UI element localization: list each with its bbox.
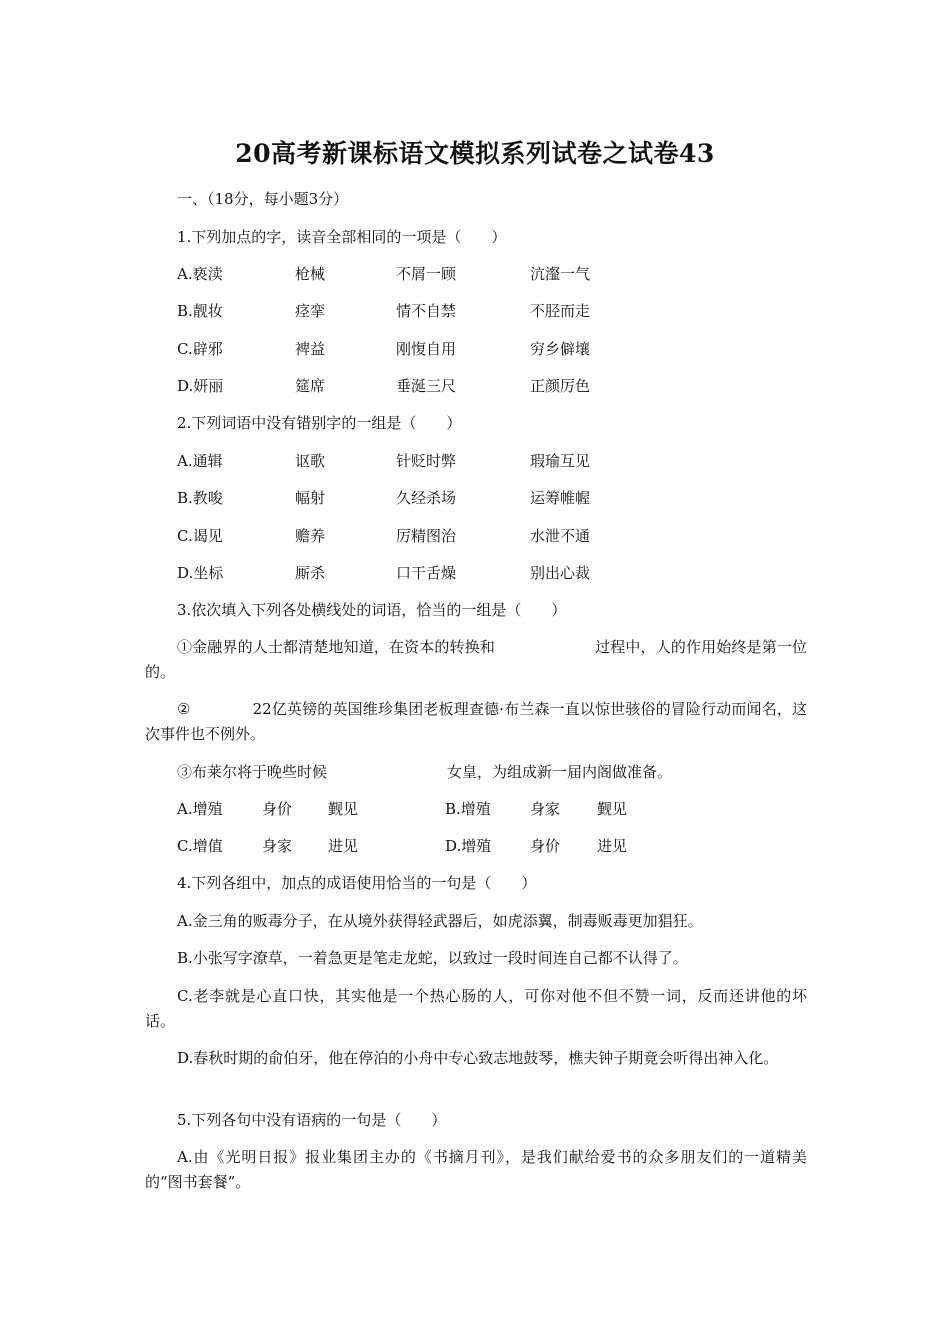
sentence-text: ③布莱尔将于晚些时候 (177, 763, 328, 781)
option-cell: B.教唆 (177, 489, 223, 507)
question-5-stem: 5.下列各句中没有语病的一句是（ ） (177, 1111, 447, 1129)
question-5-option-a: A.由《光明日报》报业集团主办的《书摘月刊》，是我们献给爱书的众多朋友们的一道精美的“图书套餐”。 (145, 1148, 807, 1191)
option-cell: 水泄不通 (530, 527, 591, 545)
option-cell: 身价 (262, 800, 293, 818)
option-cell: 讴歌 (295, 452, 326, 470)
option-cell: 沆瀣一气 (530, 265, 591, 283)
option-cell: 刚愎自用 (396, 340, 457, 358)
option-cell: D.增殖 (445, 837, 492, 855)
question-4-stem: 4.下列各组中，加点的成语使用恰当的一句是（ ） (177, 874, 537, 892)
option-cell: 不胫而走 (530, 302, 591, 320)
option-cell: D.妍丽 (177, 377, 224, 395)
option-cell: B.靓妆 (177, 302, 223, 320)
question-1-stem: 1.下列加点的字，读音全部相同的一项是（ ） (177, 228, 507, 246)
option-cell: 身家 (530, 800, 561, 818)
sentence-text: ② (177, 700, 191, 718)
option-cell: B.增殖 (445, 800, 491, 818)
question-3-stem: 3.依次填入下列各处横线处的词语，恰当的一组是（ ） (177, 601, 567, 619)
option-cell: A.通辑 (177, 452, 223, 470)
option-cell: 身家 (262, 837, 293, 855)
option-cell: A.增殖 (177, 800, 223, 818)
sentence-text: ①金融界的人士都清楚地知道，在资本的转换和 (177, 638, 495, 656)
option-cell: C.辟邪 (177, 340, 223, 358)
option-cell: 觐见 (328, 800, 359, 818)
option-cell: 不屑一顾 (396, 265, 457, 283)
question-4-option-a: A.金三角的贩毒分子，在从境外获得轻武器后，如虎添翼，制毒贩毒更加猖狂。 (177, 912, 703, 930)
option-cell: 运筹帷幄 (530, 489, 591, 507)
question-4-option-d: D.春秋时期的俞伯牙，他在停泊的小舟中专心致志地鼓琴，樵夫钟子期竟会听得出神入化。 (177, 1049, 779, 1067)
option-cell: C.谒见 (177, 527, 223, 545)
option-cell: A.亵渎 (177, 265, 223, 283)
option-cell: 赡养 (295, 527, 326, 545)
question-3-sentence-3 (145, 760, 807, 785)
option-cell: 觐见 (597, 800, 628, 818)
option-cell: 正颜厉色 (530, 377, 591, 395)
question-4-option-c: C.老李就是心直口快，其实他是一个热心肠的人，可你对他不但不赞一词，反而还讲他的坏话。 (145, 987, 807, 1030)
option-cell: 垂涎三尺 (396, 377, 457, 395)
option-cell: 厉精图治 (396, 527, 457, 545)
option-cell: 幅射 (295, 489, 326, 507)
sentence-text: 22亿英镑的英国维珍集团老板理查德·布兰森一直以惊世骇俗的冒险行动而闻名，这次事件也不例外。 (145, 700, 808, 743)
sentence-text: 女皇，为组成新一届内阁做准备。 (447, 763, 673, 781)
option-cell: 瑕瑜互见 (530, 452, 591, 470)
option-cell: D.坐标 (177, 564, 224, 582)
option-cell: 枪械 (295, 265, 326, 283)
option-cell: 别出心裁 (530, 564, 591, 582)
option-cell: 久经杀场 (396, 489, 457, 507)
option-cell: 厮杀 (295, 564, 326, 582)
option-cell: 痉挛 (295, 302, 326, 320)
option-cell: 穷乡僻壤 (530, 340, 591, 358)
option-cell: C.增值 (177, 837, 223, 855)
question-3-sentence-1 (145, 635, 807, 685)
page-title: 20高考新课标语文模拟系列试卷之试卷43 (235, 139, 715, 168)
option-cell: 身价 (530, 837, 561, 855)
option-cell: 情不自禁 (396, 302, 457, 320)
question-2-stem: 2.下列词语中没有错别字的一组是（ ） (177, 414, 462, 432)
option-cell: 口干舌燥 (396, 564, 457, 582)
sentence-text: 过程中，人的作用始终是第一位的。 (145, 638, 807, 681)
question-3-sentence-2 (145, 697, 807, 747)
question-4-option-b: B.小张写字潦草，一着急更是笔走龙蛇，以致过一段时间连自己都不认得了。 (177, 949, 688, 967)
section-heading: 一、（18分，每小题3分） (177, 190, 349, 208)
option-cell: 针贬时弊 (396, 452, 457, 470)
option-cell: 进见 (597, 837, 628, 855)
option-cell: 筵席 (295, 377, 326, 395)
option-cell: 裨益 (295, 340, 326, 358)
option-cell: 进见 (328, 837, 359, 855)
